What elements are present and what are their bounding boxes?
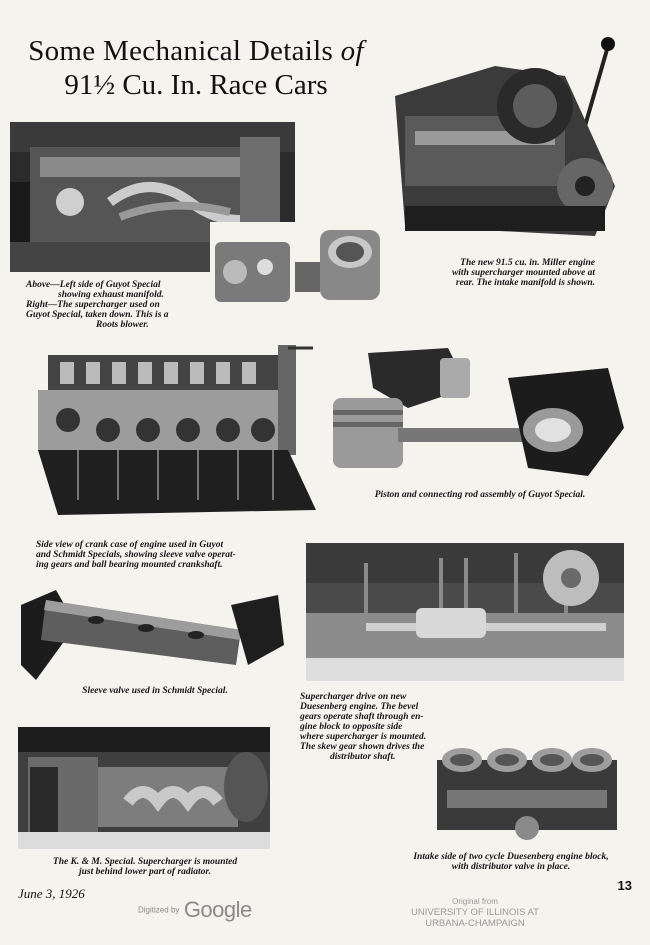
intake-block-photo	[432, 740, 622, 840]
original-from-watermark	[400, 896, 550, 929]
institution-line1: UNIVERSITY OF ILLINOIS AT	[411, 907, 539, 918]
title-of: of	[340, 35, 364, 67]
caption-supercharger-drive: Supercharger drive on new Duesenberg engine. The bevel gears operate shaft through en- gine block to opposite side where supercharger is mounted. The skew gear shown drives the distributor shaft.	[300, 692, 427, 762]
supercharger-drive-photo	[306, 543, 624, 681]
digitized-by-label: Digitized by	[138, 905, 180, 915]
caption-piston: Piston and connecting rod assembly of Guyot Special.	[374, 490, 586, 500]
issue-date: June 3, 1926	[18, 886, 85, 901]
institution-line2: URBANA-CHAMPAIGN	[425, 918, 525, 929]
original-from-label: Original from	[452, 897, 498, 906]
digitized-by-google-watermark	[138, 897, 252, 923]
caption-guyot-exhaust: Above—Left side of Guyot Special showing exhaust manifold. Right—The supercharger used on Guyot Special, taken down. This is a Roots blower.	[26, 280, 169, 330]
caption-miller-engine: The new 91.5 cu. in. Miller engine with supercharger mounted above at rear. The intake manifold is shown.	[451, 258, 595, 288]
caption-sleeve-valve: Sleeve valve used in Schmidt Special.	[82, 686, 228, 696]
km-special-photo	[18, 727, 270, 849]
title-line1: Some Mechanical Details	[28, 35, 341, 67]
title-line2: 91½ Cu. In. Race Cars	[64, 69, 328, 101]
sleeve-valve-photo	[16, 585, 284, 683]
page-number: 13	[617, 878, 632, 893]
crank-case-photo	[38, 340, 316, 522]
caption-crank-case: Side view of crank case of engine used in Guyot and Schmidt Specials, showing sleeve valve operat- ing gears and ball bearing mounted crankshaft.	[36, 540, 236, 570]
roots-blower-photo	[210, 222, 405, 310]
miller-engine-photo	[385, 36, 620, 246]
piston-photo	[328, 348, 624, 478]
google-logo: Google	[183, 897, 252, 922]
caption-km-special: The K. & M. Special. Supercharger is mounted just behind lower part of radiator.	[52, 857, 238, 877]
caption-intake-side: Intake side of two cycle Duesenberg engine block, with distributor valve in place.	[413, 852, 609, 872]
page-title	[6, 34, 386, 102]
